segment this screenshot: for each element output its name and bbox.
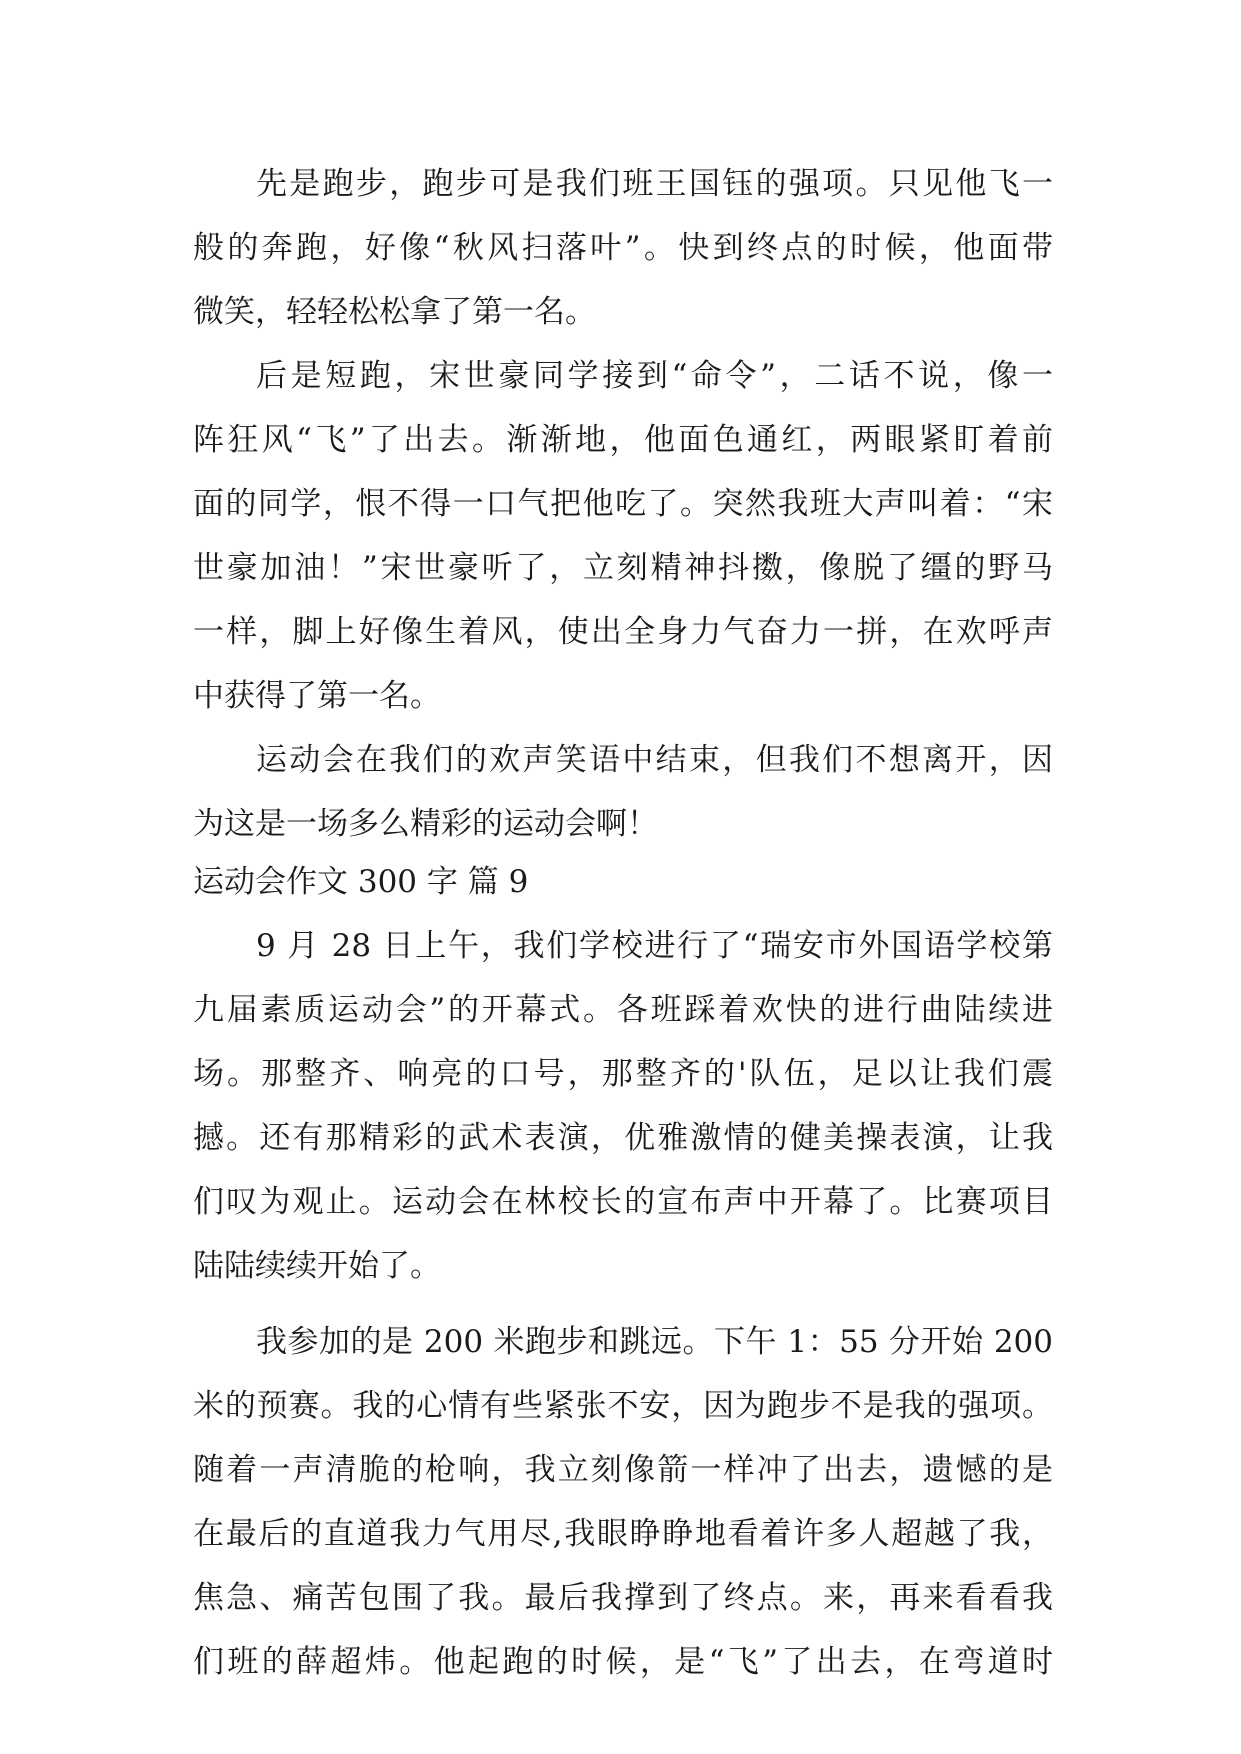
paragraph-line: 撼。还有那精彩的武术表演，优雅激情的健美操表演，让我 [193, 1120, 1053, 1156]
paragraph-line: 在最后的直道我力气用尽,我眼睁睁地看着许多人超越了我， [193, 1516, 1053, 1552]
paragraph-line: 场。那整齐、响亮的口号，那整齐的'队伍，足以让我们震 [193, 1056, 1053, 1092]
paragraph-line: 一样，脚上好像生着风，使出全身力气奋力一拼，在欢呼声 [193, 614, 1053, 650]
paragraph-line: 般的奔跑，好像“秋风扫落叶”。快到终点的时候，他面带 [193, 230, 1053, 266]
paragraph-line: 随着一声清脆的枪响，我立刻像箭一样冲了出去，遗憾的是 [193, 1452, 1053, 1488]
paragraph-line: 为这是一场多么精彩的运动会啊！ [193, 806, 658, 842]
paragraph-line: 9 月 28 日上午，我们学校进行了“瑞安市外国语学校第 [256, 928, 1053, 964]
section-heading: 运动会作文 300 字 篇 9 [193, 864, 529, 900]
paragraph-line: 米的预赛。我的心情有些紧张不安，因为跑步不是我的强项。 [193, 1388, 1053, 1424]
paragraph-line: 陆陆续续开始了。 [193, 1248, 441, 1284]
paragraph-line: 微笑，轻轻松松拿了第一名。 [193, 294, 596, 330]
paragraph-line: 们班的薛超炜。他起跑的时候，是“飞”了出去，在弯道时 [193, 1644, 1053, 1680]
paragraph-line: 我参加的是 200 米跑步和跳远。下午 1：55 分开始 200 [256, 1324, 1053, 1360]
paragraph-line: 后是短跑，宋世豪同学接到“命令”，二话不说，像一 [256, 358, 1053, 394]
paragraph-line: 先是跑步，跑步可是我们班王国钰的强项。只见他飞一 [256, 166, 1053, 202]
paragraph-line: 世豪加油！”宋世豪听了，立刻精神抖擞，像脱了缰的野马 [193, 550, 1053, 586]
paragraph-line: 运动会在我们的欢声笑语中结束，但我们不想离开，因 [256, 742, 1053, 778]
paragraph-line: 九届素质运动会”的开幕式。各班踩着欢快的进行曲陆续进 [193, 992, 1053, 1028]
paragraph-line: 面的同学，恨不得一口气把他吃了。突然我班大声叫着：“宋 [193, 486, 1053, 522]
paragraph-line: 焦急、痛苦包围了我。最后我撑到了终点。来，再来看看我 [193, 1580, 1053, 1616]
paragraph-line: 们叹为观止。运动会在林校长的宣布声中开幕了。比赛项目 [193, 1184, 1053, 1220]
paragraph-line: 阵狂风“飞”了出去。渐渐地，他面色通红，两眼紧盯着前 [193, 422, 1053, 458]
paragraph-line: 中获得了第一名。 [193, 678, 441, 714]
